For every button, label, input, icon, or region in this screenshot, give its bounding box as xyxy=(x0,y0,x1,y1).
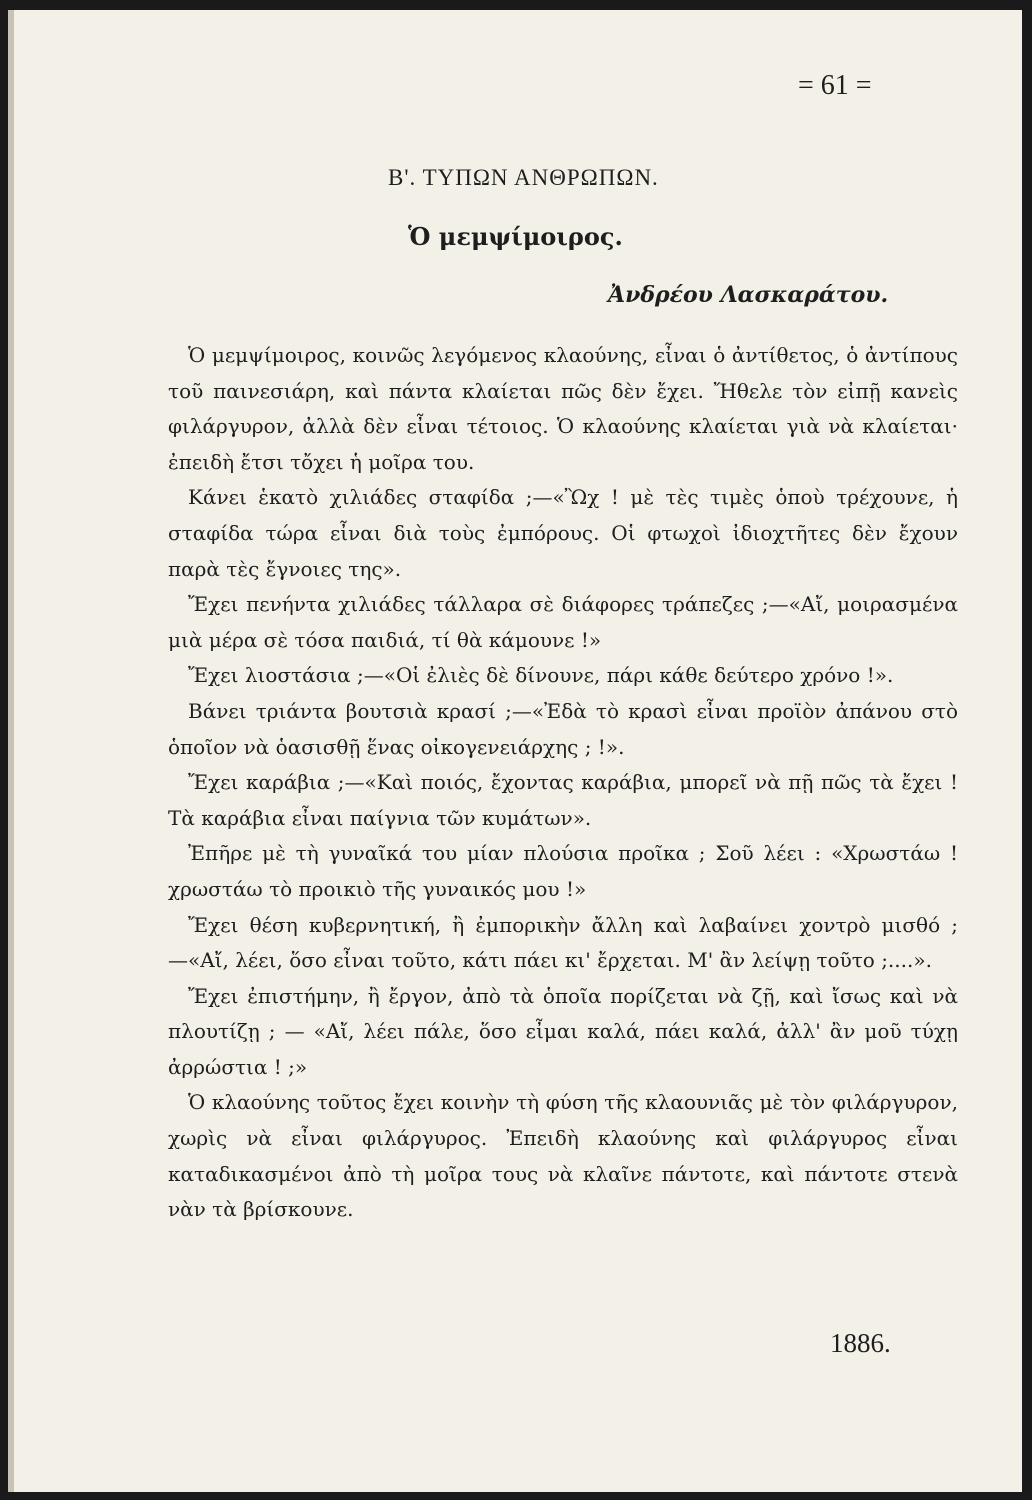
paragraph: Ἔχει θέση κυβερνητική, ἢ ἐμπορικὴν ἄλλη καὶ λαβαίνει χοντρὸ μισθό ;—«Αἴ, λέει, ὅσο εἶναι τοῦτο, κάτι πάει κι' ἔρχεται. Μ' ἂν λείψῃ τοῦτο ;....». xyxy=(168,912,958,973)
section-title: Β'. ΤΥΠΩΝ ΑΝΘΡΩΠΩΝ. xyxy=(388,165,659,190)
article-body xyxy=(168,338,958,1228)
paragraph: Ὁ μεμψίμοιρος, κοινῶς λεγόμενος κλαούνης, εἶναι ὁ ἀντίθετος, ὁ ἀντίπους τοῦ παινεσιάρη, καὶ πάντα κλαίεται πῶς δὲν ἔχει. Ἤθελε τὸν εἰπῇ κανεὶς φιλάργυρον, ἀλλὰ δὲν εἶναι τέτοιος. Ὁ κλαούνης κλαίεται γιὰ νὰ κλαίεται· ἐπειδὴ ἔτσι τὄχει ἡ μοῖρα του. xyxy=(168,343,958,474)
paragraph: Κάνει ἑκατὸ χιλιάδες σταφίδα ;—«Ὢχ ! μὲ τὲς τιμὲς ὁποὺ τρέχουνε, ἡ σταφίδα τώρα εἶναι διὰ τοὺς ἐμπόρους. Οἱ φτωχοὶ ἰδιοχτῆτες δὲν ἔχουν παρὰ τὲς ἔγνοιες της». xyxy=(168,485,958,581)
document-page xyxy=(8,10,1022,1492)
paragraph: Ἔχει πενήντα χιλιάδες τάλλαρα σὲ διάφορες τράπεζες ;—«Αἴ, μοιρασμένα μιὰ μέρα σὲ τόσα παιδιά, τί θὰ κάμουνε !» xyxy=(168,592,958,652)
page-edge xyxy=(8,10,14,1492)
article-title: Ὁ μεμψίμοιρος. xyxy=(408,222,623,251)
author-name: Ἀνδρέου Λασκαράτου. xyxy=(608,282,889,308)
paragraph: Ἐπῆρε μὲ τὴ γυναῖκά του μίαν πλούσια προῖκα ; Σοῦ λέει : «Χρωστάω ! χρωστάω τὸ προικιὸ τῆς γυναικός μου !» xyxy=(168,841,958,901)
paragraph: Βάνει τριάντα βουτσιὰ κρασί ;—«Ἐδὰ τὸ κρασὶ εἶναι προϊὸν ἀπάνου στὸ ὁποῖον νὰ ὁασισθῇ ἕνας οἰκογενειάρχης ; !». xyxy=(168,698,958,759)
paragraph: Ἔχει καράβια ;—«Καὶ ποιός, ἔχοντας καράβια, μπορεῖ νὰ πῇ πῶς τὰ ἔχει ! Τὰ καράβια εἶναι παίγνια τῶν κυμάτων». xyxy=(168,770,958,830)
date: 1886. xyxy=(830,1328,891,1358)
paragraph: Ἔχει ἐπιστήμην, ἢ ἔργον, ἀπὸ τὰ ὁποῖα πορίζεται νὰ ζῇ, καὶ ἴσως καὶ νὰ πλουτίζῃ ; — «Αἴ, λέει πάλε, ὅσο εἶμαι καλά, πάει καλά, ἀλλ' ἂν μοῦ τύχῃ ἀρρώστια ! ;» xyxy=(168,983,958,1079)
page-number: = 61 = xyxy=(798,70,872,101)
paragraph: Ἔχει λιοστάσια ;—«Οἱ ἐλιὲς δὲ δίνουνε, πάρι κάθε δεύτερο χρόνο !». xyxy=(188,663,894,688)
paragraph: Ὁ κλαούνης τοῦτος ἔχει κοινὴν τὴ φύση τῆς κλαουνιᾶς μὲ τὸν φιλάργυρον, χωρὶς νὰ εἶναι φιλάργυρος. Ἐπειδὴ κλαούνης καὶ φιλάργυρος εἶναι καταδικασμένοι ἀπὸ τὴ μοῖρα τους νὰ κλαῖνε πάντοτε, καὶ πάντοτε στενὰ νὰν τὰ βρίσκουνε. xyxy=(168,1090,958,1222)
